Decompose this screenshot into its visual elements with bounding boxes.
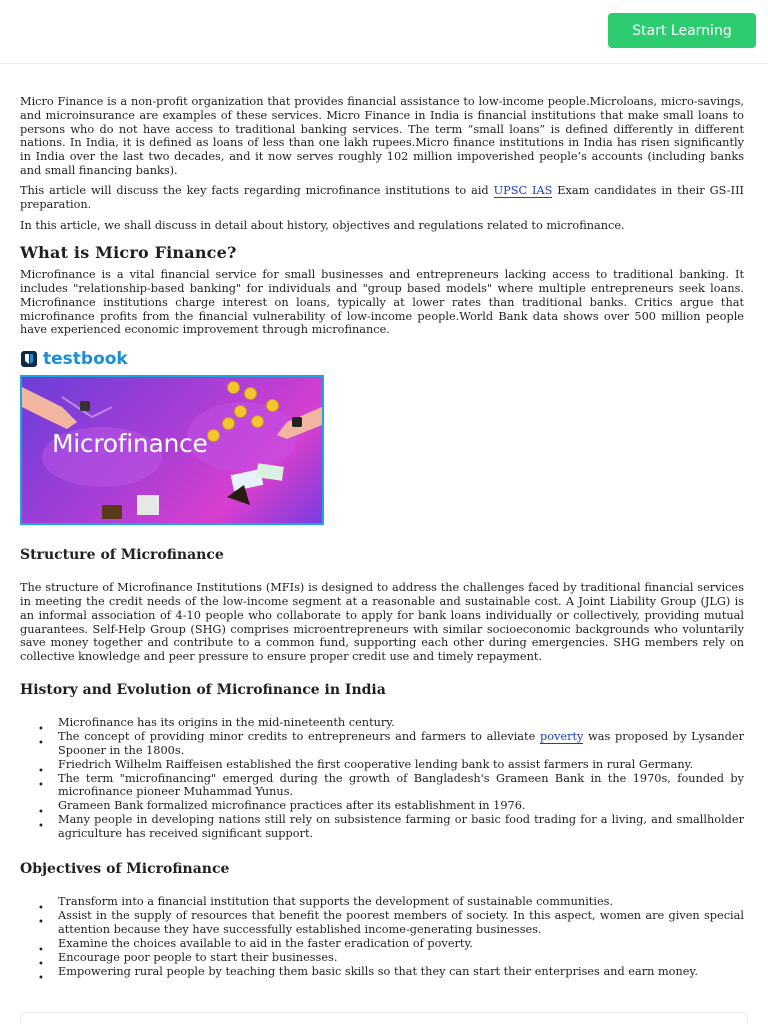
- poverty-link[interactable]: poverty: [539, 729, 584, 743]
- list-item: [20, 730, 744, 758]
- hero-microfinance-text: Microfinance: [52, 429, 208, 459]
- microfinance-hero-image: [20, 375, 324, 525]
- list-item: • Transform into a financial institution that supports the development of sustainable communities.: [20, 895, 744, 909]
- list-item: • Friedrich Wilhelm Raiffeisen established the first cooperative lending bank to assist farmers in rural Germany.: [20, 758, 744, 772]
- upsc-ias-link[interactable]: UPSC IAS: [493, 183, 553, 197]
- intro-scope-paragraph: In this article, we shall discuss in detail about history, objectives and regulations related to microfinance.: [20, 219, 625, 233]
- history-list: [20, 716, 744, 841]
- testbook-logo-icon: [20, 350, 38, 368]
- top-bar: [0, 0, 768, 64]
- history-heading: History and Evolution of Microfinance in India: [20, 681, 386, 698]
- list-item: • Examine the choices available to aid in the faster eradication of poverty.: [20, 937, 744, 951]
- bottom-sticky-bar: [20, 1012, 748, 1024]
- history-item-text-before-link: The concept of providing minor credits to entrepreneurs and farmers to alleviate: [58, 729, 540, 743]
- testbook-logo: [20, 347, 744, 371]
- list-item: • Empowering rural people by teaching them basic skills so that they can start their enterprises and earn money.: [20, 965, 744, 979]
- intro-text-before-link: This article will discuss the key facts regarding microfinance institutions to aid: [20, 183, 494, 197]
- list-item: • Assist in the supply of resources that benefit the poorest members of society. In this aspect, women are given special attention because they have successfully established income-generating businesses.: [20, 909, 744, 937]
- history-item-text-after-link: was proposed by Lysander Spooner in the 1800s.: [58, 729, 744, 757]
- start-learning-button[interactable]: Start Learning: [608, 13, 756, 48]
- intro-text-after-link: Exam candidates in their GS-III preparation.: [20, 183, 744, 211]
- list-item: • Grameen Bank formalized microfinance practices after its establishment in 1976.: [20, 799, 744, 813]
- structure-heading: Structure of Microfinance: [20, 547, 224, 564]
- structure-paragraph: The structure of Microfinance Institutions (MFIs) is designed to address the challenges faced by traditional financial services in meeting the credit needs of the low-income segment at a reasonable and sustainable cost. A Joint Liability Group (JLG) is an informal association of 4-10 people who collaborate to apply for bank loans individually or collectively, providing mutual guarantees. Self-Help Group (SHG) comprises microentrepreneurs with similar socioeconomic backgrounds who voluntarily save money together and contribute to a common fund, supporting each other during emergencies. SHG members rely on collective knowledge and peer pressure to ensure proper credit use and timely repayment.: [20, 581, 744, 664]
- objectives-heading: Objectives of Microfinance: [20, 861, 230, 878]
- testbook-logo-text: testbook: [43, 349, 128, 370]
- list-item: • The term "microfinancing" emerged during the growth of Bangladesh's Grameen Bank in the 1970s, founded by microfinance pioneer Muhammad Yunus.: [20, 772, 744, 800]
- list-item: • Microfinance has its origins in the mid-nineteenth century.: [20, 716, 744, 730]
- objectives-list: [20, 895, 744, 978]
- article-body: [20, 95, 744, 979]
- intro-paragraph: Micro Finance is a non-profit organization that provides financial assistance to low-income people.Microloans, micro-savings, and microinsurance are examples of these services. Micro Finance in India is financial institutions that make small loans to persons who do not have access to traditional banking services. The term “small loans” is defined differently in different nations. In India, it is defined as loans of less than one lakh rupees.Micro finance institutions in India has risen significantly in India over the last two decades, and it now serves roughly 102 million impoverished people’s accounts (including banks and small financing banks).: [20, 95, 744, 177]
- list-item: • Encourage poor people to start their businesses.: [20, 951, 744, 965]
- intro-upsc-paragraph: [20, 184, 744, 212]
- what-is-microfinance-heading: What is Micro Finance?: [20, 243, 237, 263]
- list-item: • Many people in developing nations still rely on subsistence farming or basic food trading for a living, and smallholder agriculture has received significant support.: [20, 813, 744, 841]
- what-is-microfinance-paragraph: Microfinance is a vital financial service for small businesses and entrepreneurs lacking access to traditional banking. It includes "relationship-based banking" for individuals and "group based models" where multiple entrepreneurs seek loans. Microfinance institutions charge interest on loans, typically at lower rates than traditional banks. Critics argue that microfinance profits from the financial vulnerability of low-income people.World Bank data shows over 500 million people have experienced economic improvement through microfinance.: [20, 268, 744, 337]
